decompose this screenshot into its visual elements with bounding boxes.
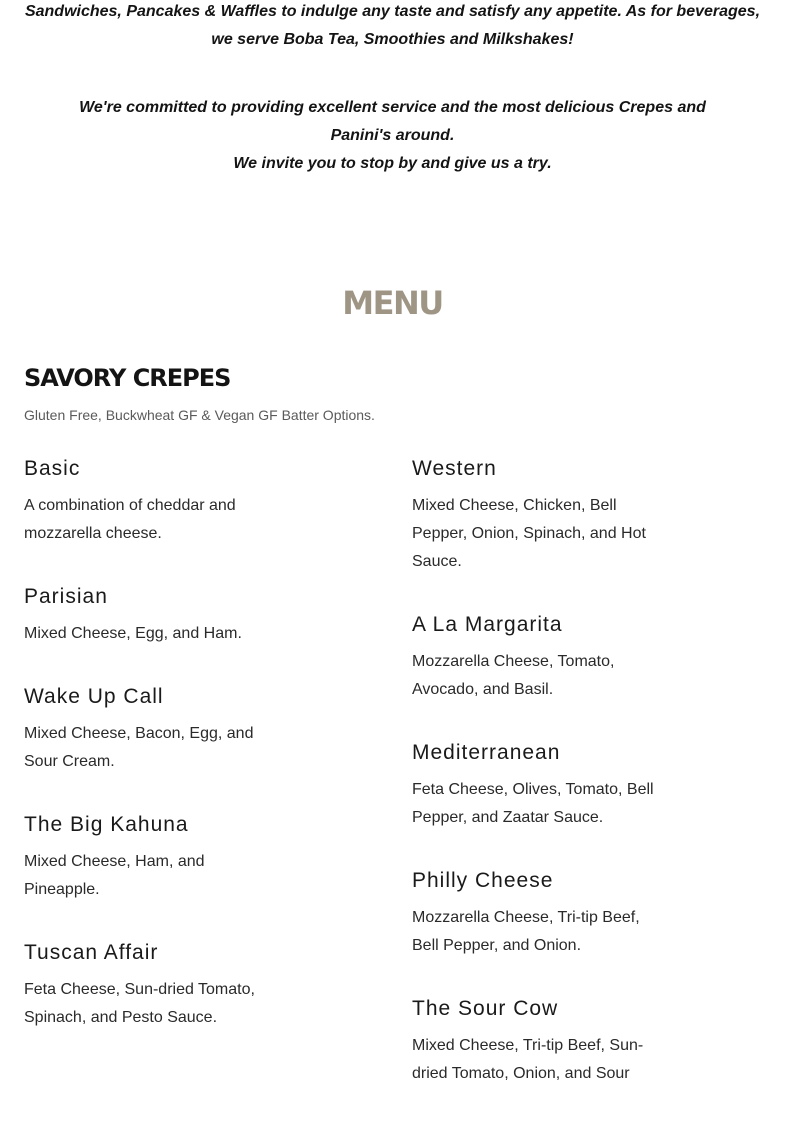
- menu-heading: MENU: [342, 284, 443, 322]
- menu-item-description: Mozzarella Cheese, Tri-tip Beef, Bell Pepper, and Onion.: [412, 909, 640, 954]
- menu-item: [24, 938, 284, 1032]
- menu-item-name: Basic: [24, 457, 81, 480]
- menu-item-name: Western: [412, 457, 497, 480]
- menu-item-name: Wake Up Call: [24, 685, 164, 708]
- commitment-paragraph: We're committed to providing excellent service and the most delicious Crepes and Panini's around.: [79, 99, 706, 144]
- menu-item-description: Mixed Cheese, Bacon, Egg, and Sour Cream.: [24, 725, 254, 770]
- menu-column-right: [412, 454, 672, 1122]
- menu-column-left: [24, 454, 284, 1066]
- menu-item-description: Mixed Cheese, Egg, and Ham.: [24, 625, 242, 642]
- menu-item-name: Philly Cheese: [412, 869, 554, 892]
- section-title: SAVORY CREPES: [24, 364, 231, 392]
- menu-item: [412, 994, 672, 1088]
- menu-item-description: Feta Cheese, Sun-dried Tomato, Spinach, and Pesto Sauce.: [24, 981, 255, 1026]
- menu-item-name: A La Margarita: [412, 613, 563, 636]
- menu-item: [412, 866, 672, 960]
- intro-paragraph: Sandwiches, Pancakes & Waffles to indulge any taste and satisfy any appetite. As for beverages, we serve Boba Tea, Smoothies and Milkshakes!: [24, 3, 761, 48]
- menu-item-name: The Big Kahuna: [24, 813, 189, 836]
- menu-item: [24, 454, 284, 548]
- menu-item: [24, 682, 284, 776]
- menu-item: [24, 810, 284, 904]
- menu-item-name: Tuscan Affair: [24, 941, 159, 964]
- menu-item: [412, 610, 672, 704]
- menu-item-description: Mixed Cheese, Tri-tip Beef, Sun-dried Tomato, Onion, and Sour: [412, 1037, 644, 1082]
- menu-item-name: The Sour Cow: [412, 997, 559, 1020]
- commitment-block: [0, 94, 785, 178]
- menu-item: [412, 454, 672, 576]
- menu-item-description: Mixed Cheese, Ham, and Pineapple.: [24, 853, 205, 898]
- menu-item-name: Mediterranean: [412, 741, 561, 764]
- invitation-paragraph: We invite you to stop by and give us a try.: [233, 155, 552, 172]
- menu-item-name: Parisian: [24, 585, 108, 608]
- menu-item: [24, 582, 284, 648]
- section-subtitle: Gluten Free, Buckwheat GF & Vegan GF Batter Options.: [24, 407, 375, 423]
- menu-item: [412, 738, 672, 832]
- menu-item-description: Feta Cheese, Olives, Tomato, Bell Pepper, and Zaatar Sauce.: [412, 781, 654, 826]
- menu-item-description: Mozzarella Cheese, Tomato, Avocado, and Basil.: [412, 653, 615, 698]
- menu-item-description: A combination of cheddar and mozzarella cheese.: [24, 497, 236, 542]
- menu-item-description: Mixed Cheese, Chicken, Bell Pepper, Onion, Spinach, and Hot Sauce.: [412, 497, 646, 570]
- intro-block: [0, 0, 785, 54]
